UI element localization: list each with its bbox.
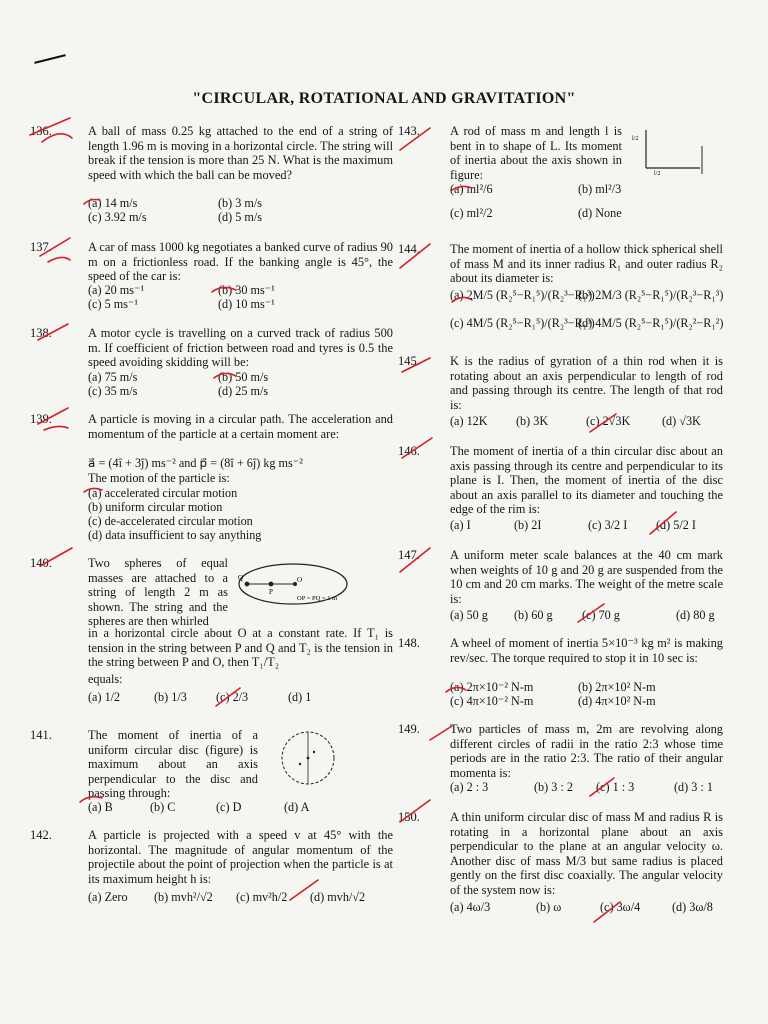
option-d[interactable]: (d) A xyxy=(284,800,310,814)
question-number: 137. xyxy=(30,240,52,254)
option-a[interactable]: (a) B xyxy=(88,800,113,814)
option-d[interactable]: (d) 10 ms⁻¹ xyxy=(218,297,275,311)
option-b[interactable]: (b) 3 : 2 xyxy=(534,780,573,794)
question-text: A car of mass 1000 kg negotiates a banked curve of radius 90 m on a frictionless road. If the banking angle is 45°, the speed of the car is: xyxy=(88,240,393,284)
question-number: 136. xyxy=(30,124,52,138)
option-a[interactable]: (a) 2 : 3 xyxy=(450,780,489,794)
option-a[interactable]: (a) 14 m/s xyxy=(88,196,138,210)
option-c[interactable]: (c) de-accelerated circular motion xyxy=(88,514,253,528)
option-b[interactable]: (b) ml²/3 xyxy=(578,182,622,196)
option-c[interactable]: (c) 70 g xyxy=(582,608,620,622)
option-b[interactable]: (b) 30 ms⁻¹ xyxy=(218,283,275,297)
option-d[interactable]: (d) data insufficient to say anything xyxy=(88,528,262,542)
label-q: Q xyxy=(238,574,244,582)
option-d[interactable]: (d) 25 m/s xyxy=(218,384,269,398)
question-text: A particle is projected with a speed v at 45° with the horizontal. The magnitude of angular momentum of the projectile about the point of projection when the particle is at its maximum height h is: xyxy=(88,828,393,886)
option-c[interactable]: (c) D xyxy=(216,800,242,814)
option-c[interactable]: (c) 3.92 m/s xyxy=(88,210,147,224)
option-c[interactable]: (c) 5 ms⁻¹ xyxy=(88,297,139,311)
option-d[interactable]: (d) mvh/√2 xyxy=(310,890,366,904)
question-text: A particle is moving in a circular path. The acceleration and momentum of the particle at a certain moment are: xyxy=(88,412,393,441)
figure-caption: OP = PQ = 1 m xyxy=(297,595,338,602)
equals-label: equals: xyxy=(88,672,123,686)
option-a[interactable]: (a) I xyxy=(450,518,471,532)
l-shaped-rod-figure xyxy=(630,126,720,176)
page-title: "CIRCULAR, ROTATIONAL AND GRAVITATION" xyxy=(192,90,576,107)
question-text: A motor cycle is travelling on a curved track of radius 500 m. If coefficient of friction between road and tyres is 0.5 the speed avoiding skidding will be: xyxy=(88,326,393,370)
disc-figure xyxy=(278,728,338,788)
question-text: The moment of inertia of a thin circular disc about an axis passing through its centre and perpendicular to its plane is I. Then, the moment of inertia of the disc about an axis parallel to its diameter and touching the edge of the rim is: xyxy=(450,444,723,517)
label-p: P xyxy=(269,588,273,596)
option-b[interactable]: (b) 2I xyxy=(514,518,542,532)
option-c[interactable]: (c) 1 : 3 xyxy=(596,780,635,794)
option-d[interactable]: (d) 3 : 1 xyxy=(674,780,713,794)
option-a[interactable]: (a) 2π×10⁻² N-m xyxy=(450,680,534,694)
option-c[interactable]: (c) 3/2 I xyxy=(588,518,628,532)
question-number: 147. xyxy=(398,548,420,562)
option-a[interactable]: (a) 20 ms⁻¹ xyxy=(88,283,145,297)
option-b[interactable]: (b) 60 g xyxy=(514,608,553,622)
option-d[interactable]: (d) 5/2 I xyxy=(656,518,696,532)
option-d[interactable]: (d) 1 xyxy=(288,690,312,704)
question-number: 144. xyxy=(398,242,420,256)
question-number: 138. xyxy=(30,326,52,340)
question-text: The moment of inertia of a uniform circular disc (figure) is maximum about an axis perpendicular to the disc and passing through: xyxy=(88,728,258,801)
option-b[interactable]: (b) 2π×10² N-m xyxy=(578,680,656,694)
option-d[interactable]: (d) 4M/5 (R₂⁵−R₁⁵)/(R₂²−R₁²) xyxy=(578,316,724,330)
question-text: A ball of mass 0.25 kg attached to the end of a string of length 1.96 m is moving in a horizontal circle. The string will break if the tension is more than 25 N. What is the maximum speed with which the ball can be moved? xyxy=(88,124,394,182)
question-text: Two spheres of equal masses are attached to a string of length 2 m as shown. The string and the spheres are then whirled xyxy=(88,556,228,629)
question-number: 142. xyxy=(30,828,52,842)
question-number: 150. xyxy=(398,810,420,824)
option-c[interactable]: (c) 4π×10⁻² N-m xyxy=(450,694,534,708)
two-spheres-figure xyxy=(235,560,350,612)
option-d[interactable]: (d) √3K xyxy=(662,414,701,428)
question-text: K is the radius of gyration of a thin rod when it is rotating about an axis perpendicular to length of rod and passing through its centre. The length of that rod is: xyxy=(450,354,723,412)
corner-dash xyxy=(34,54,66,64)
option-b[interactable]: (b) 3K xyxy=(516,414,549,428)
option-c[interactable]: (c) 2/3 xyxy=(216,690,249,704)
option-d[interactable]: (d) 80 g xyxy=(676,608,715,622)
question-number: 141. xyxy=(30,728,52,742)
option-c[interactable]: (c) 35 m/s xyxy=(88,384,138,398)
question-number: 145. xyxy=(398,354,420,368)
question-number: 139. xyxy=(30,412,52,426)
question-text: Two particles of mass m, 2m are revolving along different circles of radii in the ratio 2:3 whose time periods are in the ratio 2:3. The ratio of their angular momenta is: xyxy=(450,722,723,780)
option-d[interactable]: (d) None xyxy=(578,206,622,220)
option-d[interactable]: (d) 5 m/s xyxy=(218,210,263,224)
option-a[interactable]: (a) 50 g xyxy=(450,608,488,622)
question-text: The moment of inertia of a hollow thick spherical shell of mass M and its inner radius R₁ and outer radius R₂ about its diameter is: xyxy=(450,242,723,286)
option-b[interactable]: (b) 2M/3 (R₂⁵−R₁⁵)/(R₂³−R₁³) xyxy=(578,288,724,302)
option-b[interactable]: (b) 3 m/s xyxy=(218,196,263,210)
option-a[interactable]: (a) 75 m/s xyxy=(88,370,138,384)
option-a[interactable]: (a) 4ω/3 xyxy=(450,900,491,914)
question-number: 140. xyxy=(30,556,52,570)
option-c[interactable]: (c) 4M/5 (R₂⁵−R₁⁵)/(R₂³−R₁³) xyxy=(450,316,595,330)
option-a[interactable]: (a) 2M/5 (R₂⁵−R₁⁵)/(R₂³−R₁³) xyxy=(450,288,595,302)
question-text: A uniform meter scale balances at the 40 cm mark when weights of 10 g and 20 g are suspended from the 10 cm and 20 cm marks. The weight of the metre scale is: xyxy=(450,548,723,606)
option-a[interactable]: (a) Zero xyxy=(88,890,128,904)
option-a[interactable]: (a) ml²/6 xyxy=(450,182,493,196)
question-number: 148. xyxy=(398,636,420,650)
label-o: O xyxy=(297,576,303,584)
option-b[interactable]: (b) C xyxy=(150,800,176,814)
option-a[interactable]: (a) 1/2 xyxy=(88,690,121,704)
option-c[interactable]: (c) 3ω/4 xyxy=(600,900,641,914)
option-a[interactable]: (a) accelerated circular motion xyxy=(88,486,238,500)
question-text: A wheel of moment of inertia 5×10⁻³ kg m² is making rev/sec. The torque required to stop it in 10 sec is: xyxy=(450,636,723,665)
question-number: 149. xyxy=(398,722,420,736)
option-c[interactable]: (c) mv²h/2 xyxy=(236,890,288,904)
option-d[interactable]: (d) 3ω/8 xyxy=(672,900,713,914)
option-b[interactable]: (b) uniform circular motion xyxy=(88,500,223,514)
sub-question: The motion of the particle is: xyxy=(88,471,230,485)
option-b[interactable]: (b) 1/3 xyxy=(154,690,187,704)
option-c[interactable]: (c) 2√3K xyxy=(586,414,631,428)
question-text: A thin uniform circular disc of mass M and radius R is rotating in a horizontal plane about an axis perpendicular to the plane at an angular velocity ω. Another disc of mass M/3 but same radius is placed gently on the first disc coaxially. The angular velocity of the system now is: xyxy=(450,810,723,897)
option-a[interactable]: (a) 12K xyxy=(450,414,488,428)
question-text-continued: in a horizontal circle about O at a constant rate. If T₁ is tension in the string between P and Q and T₂ is the tension in the string between P and O, then T₁/T₂ xyxy=(88,626,393,670)
option-b[interactable]: (b) 50 m/s xyxy=(218,370,269,384)
option-c[interactable]: (c) ml²/2 xyxy=(450,206,493,220)
question-number: 143. xyxy=(398,124,420,138)
option-b[interactable]: (b) ω xyxy=(536,900,562,914)
question-number: 146. xyxy=(398,444,420,458)
option-b[interactable]: (b) mvh²/√2 xyxy=(154,890,213,904)
label-l-half-2: l/2 xyxy=(654,171,661,176)
label-l-half-1: l/2 xyxy=(632,136,639,142)
question-text: A rod of mass m and length l is bent in to shape of L. Its moment of inertia about the axis shown in figure: xyxy=(450,124,622,182)
equation: a⃗ = (4î + 3ĵ) ms⁻² and p⃗ = (8î + 6ĵ) kg ms⁻² xyxy=(88,456,303,470)
option-d[interactable]: (d) 4π×10² N-m xyxy=(578,694,656,708)
